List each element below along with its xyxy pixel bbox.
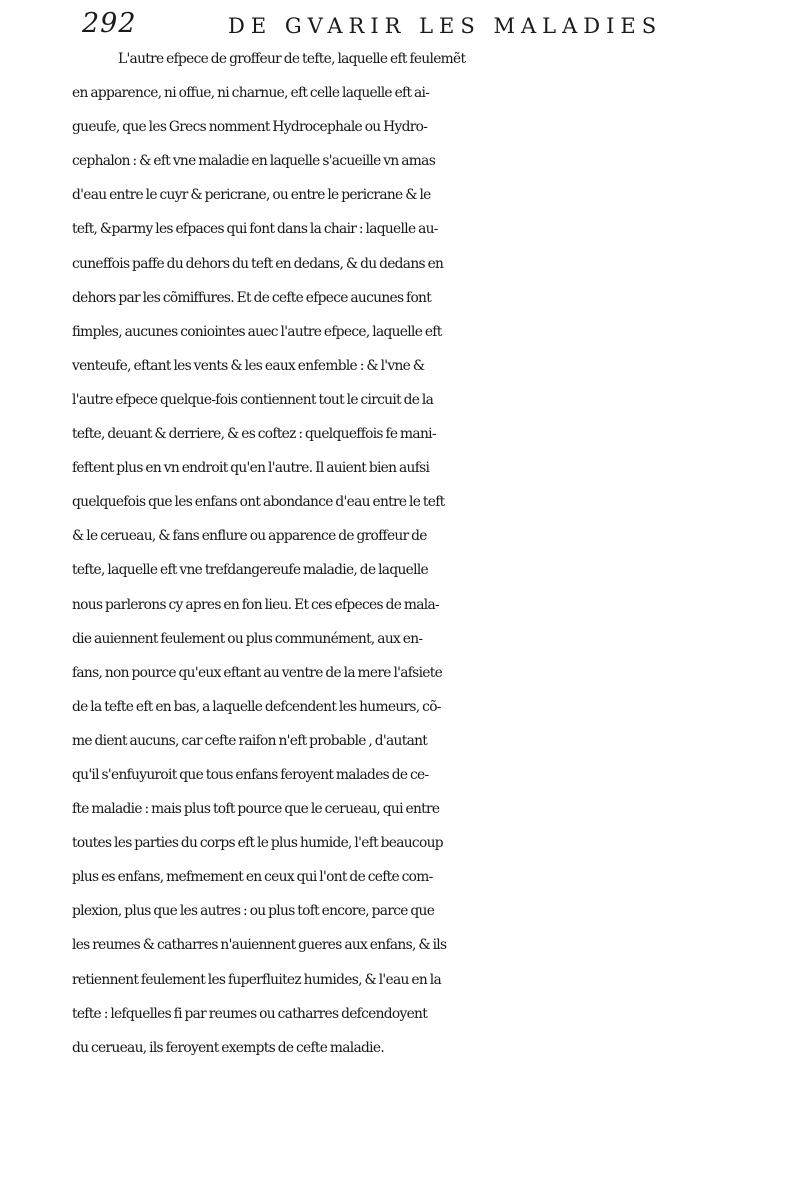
text-line: nous parlerons cy apres en fon lieu. Et ces efpeces de mala-: [72, 596, 439, 613]
body-text: [72, 42, 790, 1065]
text-line: venteufe, eftant les vents & les eaux enfemble : & l'vne &: [72, 357, 425, 374]
text-line: dehors par les cõmiffures. Et de cefte efpece aucunes font: [72, 289, 432, 306]
text-line: me dient aucuns, car cefte raifon n'eft probable , d'autant: [72, 732, 428, 749]
text-line: fans, non pource qu'eux eftant au ventre de la mere l'afsiete: [72, 664, 443, 681]
text-line: gueufe, que les Grecs nomment Hydrocephale ou Hydro-: [72, 119, 428, 136]
page-header: [82, 8, 782, 42]
text-line: en apparence, ni offue, ni charnue, eft celle laquelle eft ai-: [72, 85, 430, 102]
text-line: die auiennent feulement ou plus communément, aux en-: [72, 630, 423, 647]
text-line: l'autre efpece quelque-fois contiennent tout le circuit de la: [72, 391, 434, 408]
text-line: & le cerueau, & fans enflure ou apparence de groffeur de: [72, 528, 427, 545]
text-line: les reumes & catharres n'auiennent gueres aux enfans, & ils: [72, 937, 447, 954]
text-line: d'eau entre le cuyr & pericrane, ou entre le pericrane & le: [72, 187, 431, 204]
text-line: du cerueau, ils feroyent exempts de cefte maladie.: [72, 1039, 385, 1056]
text-line: qu'il s'enfuyuroit que tous enfans feroyent malades de ce-: [72, 766, 429, 783]
text-line: teft, &parmy les efpaces qui font dans la chair : laquelle au-: [72, 221, 438, 238]
text-line: fte maladie : mais plus toft pource que le cerueau, qui entre: [72, 801, 440, 818]
text-line: tefte, laquelle eft vne trefdangereufe maladie, de laquelle: [72, 562, 429, 579]
text-line: L'autre efpece de groffeur de tefte, laquelle eft feulemẽt: [118, 51, 466, 67]
text-line: feftent plus en vn endroit qu'en l'autre. Il auient bien aufsi: [72, 460, 430, 477]
text-line: de la tefte eft en bas, a laquelle defcendent les humeurs, cõ-: [72, 698, 441, 715]
running-title: DE GVARIR LES MALADIES: [228, 14, 663, 38]
text-line: cuneffois paffe du dehors du teft en dedans, & du dedans en: [72, 255, 444, 272]
text-line: plexion, plus que les autres : ou plus toft encore, parce que: [72, 903, 435, 920]
text-line: retiennent feulement les fuperfluitez humides, & l'eau en la: [72, 971, 441, 988]
text-line: toutes les parties du corps eft le plus humide, l'eft beaucoup: [72, 835, 443, 852]
text-line: tefte : lefquelles fi par reumes ou catharres defcendoyent: [72, 1005, 428, 1022]
text-line: plus es enfans, mefmement en ceux qui l'ont de cefte com-: [72, 869, 433, 886]
page-number: 292: [82, 8, 137, 39]
text-line: cephalon : & eft vne maladie en laquelle s'acueille vn amas: [72, 153, 436, 170]
text-line: quelquefois que les enfans ont abondance d'eau entre le teft: [72, 494, 445, 511]
text-line: tefte, deuant & derriere, & es coftez : quelqueffois fe mani-: [72, 426, 436, 443]
text-line: fimples, aucunes coniointes auec l'autre efpece, laquelle eft: [72, 323, 442, 340]
